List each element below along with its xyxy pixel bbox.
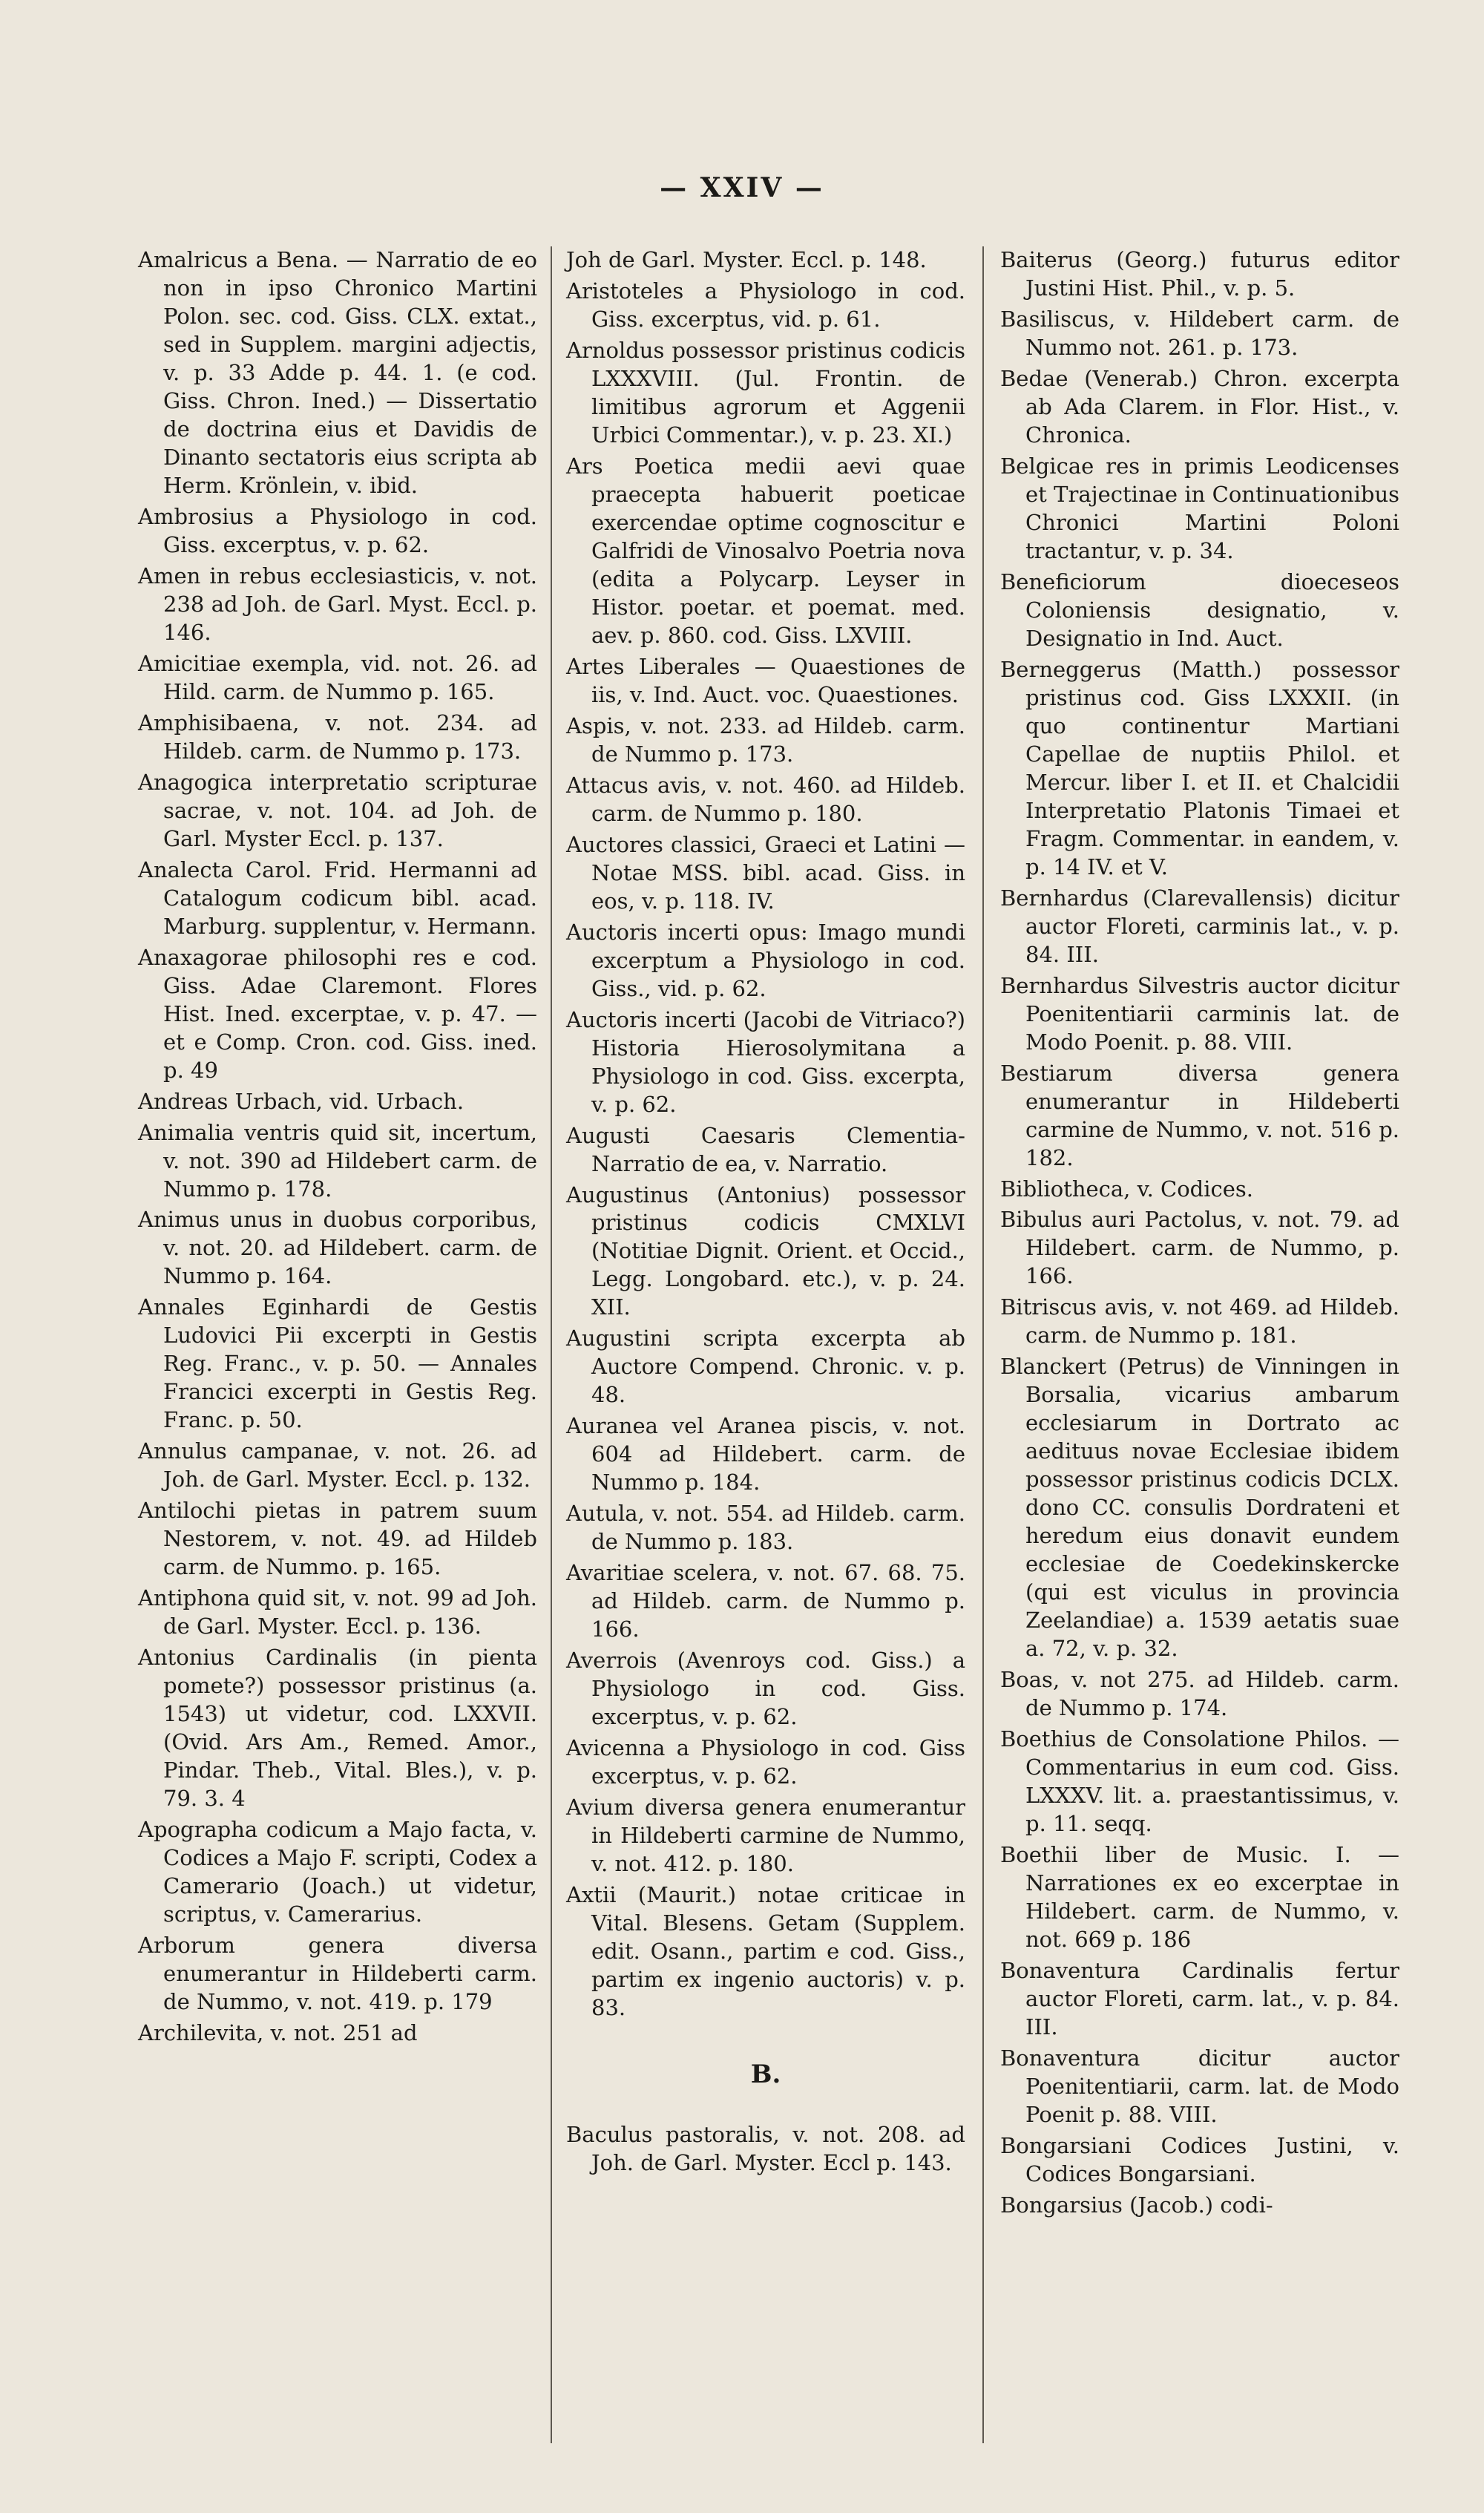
index-entry: Aristoteles a Physiologo in cod. Giss. excerptus, vid. p. 61. (566, 278, 965, 332)
index-entry: Aspis, v. not. 233. ad Hildeb. carm. de Nummo p. 173. (566, 712, 965, 767)
index-entry: Bitriscus avis, v. not 469. ad Hildeb. carm. de Nummo p. 181. (1000, 1294, 1399, 1349)
index-entry: Arnoldus possessor pristinus codicis LXXXVIII. (Jul. Frontin. de limitibus agrorum et Aggenii Urbici Commentar.), v. p. 23. XI.) (566, 337, 965, 448)
index-entry: Analecta Carol. Frid. Hermanni ad Catalogum codicum bibl. acad. Marburg. supplentur, v. Hermann. (138, 856, 537, 939)
index-entry: Augusti Caesaris Clementia-Narratio de ea, v. Narratio. (566, 1122, 965, 1176)
index-entry: Averrois (Avenroys cod. Giss.) a Physiologo in cod. Giss. excerptus, v. p. 62. (566, 1648, 965, 1730)
index-entry: Artes Liberales — Quaestiones de iis, v. Ind. Auct. voc. Quaestiones. (566, 653, 965, 707)
index-entry: Augustinus (Antonius) possessor pristinus codicis CMXLVI (Notitiae Dignit. Orient. et Occid., Legg. Longobard. etc.), v. p. 24. XII. (566, 1182, 965, 1320)
index-entry: Amalricus a Bena. — Narratio de eo non in ipso Chronico Martini Polon. sec. cod. Giss. CLX. extat., sed in Supplem. margini adjectis, v. p. 33 Adde p. 44. 1. (e cod. Giss. Chron. Ined.) — Dissertatio de doctrina eius et Davidis de Dinanto sectatoris eius scripta ab Herm. Krönlein, v. ibid. (138, 247, 537, 498)
index-entry: Belgicae res in primis Leodicenses et Trajectinae in Continuationibus Chronici Martini Poloni tractantur, v. p. 34. (1000, 453, 1399, 563)
index-entry: Auctoris incerti opus: Imago mundi excerptum a Physiologo in cod. Giss., vid. p. 62. (566, 919, 965, 1001)
index-entry: Animus unus in duobus corporibus, v. not. 20. ad Hildebert. carm. de Nummo p. 164. (138, 1207, 537, 1289)
index-entry: Bestiarum diversa genera enumerantur in Hildeberti carmine de Nummo, v. not. 516 p. 182. (1000, 1060, 1399, 1170)
index-entry: Anaxagorae philosophi res e cod. Giss. Adae Claremont. Flores Hist. Ined. excerptae, v. p. 47. — et e Comp. Cron. cod. Giss. ined. p. 49 (138, 944, 537, 1083)
index-entry: Boethii liber de Music. I. — Narrationes ex eo excerptae in Hildebert. carm. de Nummo, v. not. 669 p. 186 (1000, 1842, 1399, 1953)
index-entry: Baculus pastoralis, v. not. 208. ad Joh. de Garl. Myster. Eccl p. 143. (566, 2121, 965, 2175)
index-entry: Augustini scripta excerpta ab Auctore Compend. Chronic. v. p. 48. (566, 1326, 965, 1408)
index-entry: Anagogica interpretatio scripturae sacrae, v. not. 104. ad Joh. de Garl. Myster Eccl. p. 137. (138, 769, 537, 851)
index-entry: Boethius de Consolatione Philos. — Commentarius in eum cod. Giss. LXXXV. lit. a. praestantissimus, v. p. 11. seqq. (1000, 1726, 1399, 1837)
column-rule-left (551, 246, 552, 2443)
index-entry: Archilevita, v. not. 251 ad (138, 2020, 418, 2046)
index-entry: Blanckert (Petrus) de Vinningen in Borsalia, vicarius ambarum ecclesiarum in Dortrato ac aedituus novae Ecclesiae ibidem possessor pristinus codicis DCLX. dono CC. consulis Dordrateni et heredum eius donavit eundem ecclesiae de Coedekinskercke (qui est viculus in provincia Zeelandiae) a. 1539 aetatis suae a. 72, v. p. 32. (1000, 1354, 1399, 1662)
column-rule-right (982, 246, 984, 2443)
index-entry: Antonius Cardinalis (in pienta pomete?) possessor pristinus (a. 1543) ut videtur, cod. LXXVII. (Ovid. Ars Am., Remed. Amor., Pindar. Theb., Vital. Bles.), v. p. 79. 3. 4 (138, 1645, 537, 1812)
index-entry: Auranea vel Aranea piscis, v. not. 604 ad Hildebert. carm. de Nummo p. 184. (566, 1413, 965, 1495)
index-entry: Bedae (Venerab.) Chron. excerpta ab Ada Clarem. in Flor. Hist., v. Chronica. (1000, 365, 1399, 448)
index-entry: Avicenna a Physiologo in cod. Giss excerptus, v. p. 62. (566, 1735, 965, 1789)
index-column-left (138, 246, 537, 2051)
page-number: — XXIV — (660, 172, 824, 203)
index-entry: Bonaventura dicitur auctor Poenitentiarii, carm. lat. de Modo Poenit p. 88. VIII. (1000, 2045, 1399, 2127)
index-entry: Amen in rebus ecclesiasticis, v. not. 238 ad Joh. de Garl. Myst. Eccl. p. 146. (138, 563, 537, 645)
index-entry: Bibliotheca, v. Codices. (1000, 1176, 1253, 1202)
index-entry: Bongarsiani Codices Justini, v. Codices Bongarsiani. (1000, 2132, 1399, 2186)
index-entry: Berneggerus (Matth.) possessor pristinus cod. Giss LXXXII. (in quo continentur Martiani Capellae de nuptiis Philol. et Mercur. liber I. et II. et Chalcidii Interpretatio Platonis Timaei et Fragm. Commentar. in eandem, v. p. 14 IV. et V. (1000, 656, 1399, 879)
index-entry: Bibulus auri Pactolus, v. not. 79. ad Hildebert. carm. de Nummo, p. 166. (1000, 1207, 1399, 1289)
index-entry: Auctores classici, Graeci et Latini — Notae MSS. bibl. acad. Giss. in eos, v. p. 118. IV. (566, 831, 965, 914)
index-entry: Axtii (Maurit.) notae criticae in Vital. Blesens. Getam (Supplem. edit. Osann., partim e cod. Giss., partim ex ingenio auctoris) v. p. 83. (566, 1882, 965, 2021)
index-column-right (1000, 246, 1399, 2223)
index-entry: Amphisibaena, v. not. 234. ad Hildeb. carm. de Nummo p. 173. (138, 710, 537, 764)
index-entry: Avaritiae scelera, v. not. 67. 68. 75. ad Hildeb. carm. de Nummo p. 166. (566, 1560, 965, 1642)
index-entry: Beneficiorum dioeceseos Coloniensis designatio, v. Designatio in Ind. Auct. (1000, 569, 1399, 651)
index-entry: Arborum genera diversa enumerantur in Hildeberti carm. de Nummo, v. not. 419. p. 179 (138, 1933, 537, 2015)
index-entry: Joh de Garl. Myster. Eccl. p. 148. (566, 247, 927, 272)
index-entry: Avium diversa genera enumerantur in Hildeberti carmine de Nummo, v. not. 412. p. 180. (566, 1795, 965, 1877)
index-entry: Baiterus (Georg.) futurus editor Justini Hist. Phil., v. p. 5. (1000, 247, 1399, 301)
index-entry: Attacus avis, v. not. 460. ad Hildeb. carm. de Nummo p. 180. (566, 772, 965, 826)
index-entry: Bernhardus Silvestris auctor dicitur Poenitentiarii carminis lat. de Modo Poenit. p. 88. VIII. (1000, 972, 1399, 1055)
index-entry: Antilochi pietas in patrem suum Nestorem, v. not. 49. ad Hildeb carm. de Nummo. p. 165. (138, 1498, 537, 1580)
index-entry: Animalia ventris quid sit, incertum, v. not. 390 ad Hildebert carm. de Nummo p. 178. (138, 1119, 537, 1202)
index-entry: Bernhardus (Clarevallensis) dicitur auctor Floreti, carminis lat., v. p. 84. III. (1000, 885, 1399, 967)
index-column-middle (566, 246, 965, 2181)
index-entry: Annulus campanae, v. not. 26. ad Joh. de Garl. Myster. Eccl. p. 132. (138, 1438, 537, 1493)
index-entry: Apographa codicum a Majo facta, v. Codices a Majo F. scripti, Codex a Camerario (Joach.) ut videtur, scriptus, v. Camerarius. (138, 1817, 537, 1927)
index-entry: Bongarsius (Jacob.) codi- (1000, 2192, 1273, 2218)
index-entry: Annales Eginhardi de Gestis Ludovici Pii excerpti in Gestis Reg. Franc., v. p. 50. — Annales Francici excerpti in Gestis Reg. Franc. p. 50. (138, 1294, 537, 1433)
index-entry: Basiliscus, v. Hildebert carm. de Nummo not. 261. p. 173. (1000, 306, 1399, 360)
index-entry: Amicitiae exempla, vid. not. 26. ad Hild. carm. de Nummo p. 165. (138, 650, 537, 704)
index-entry: Boas, v. not 275. ad Hildeb. carm. de Nummo p. 174. (1000, 1667, 1399, 1721)
index-entry: Antiphona quid sit, v. not. 99 ad Joh. de Garl. Myster. Eccl. p. 136. (138, 1585, 537, 1639)
index-entry: Autula, v. not. 554. ad Hildeb. carm. de Nummo p. 183. (566, 1501, 965, 1555)
index-entry: Ars Poetica medii aevi quae praecepta habuerit poeticae exercendae optime cognoscitur e Galfridi de Vinosalvo Poetria nova (edita a Polycarp. Leyser in Histor. poetar. et poemat. med. aev. p. 860. cod. Giss. LXVIII. (566, 453, 965, 648)
section-letter: B. (750, 2060, 781, 2090)
index-entry: Auctoris incerti (Jacobi de Vitriaco?) Historia Hierosolymitana a Physiologo in cod. Giss. excerpta, v. p. 62. (566, 1006, 965, 1117)
index-entry: Andreas Urbach, vid. Urbach. (138, 1088, 464, 1114)
index-entry: Ambrosius a Physiologo in cod. Giss. excerptus, v. p. 62. (138, 503, 537, 557)
index-entry: Bonaventura Cardinalis fertur auctor Floreti, carm. lat., v. p. 84. III. (1000, 1958, 1399, 2040)
